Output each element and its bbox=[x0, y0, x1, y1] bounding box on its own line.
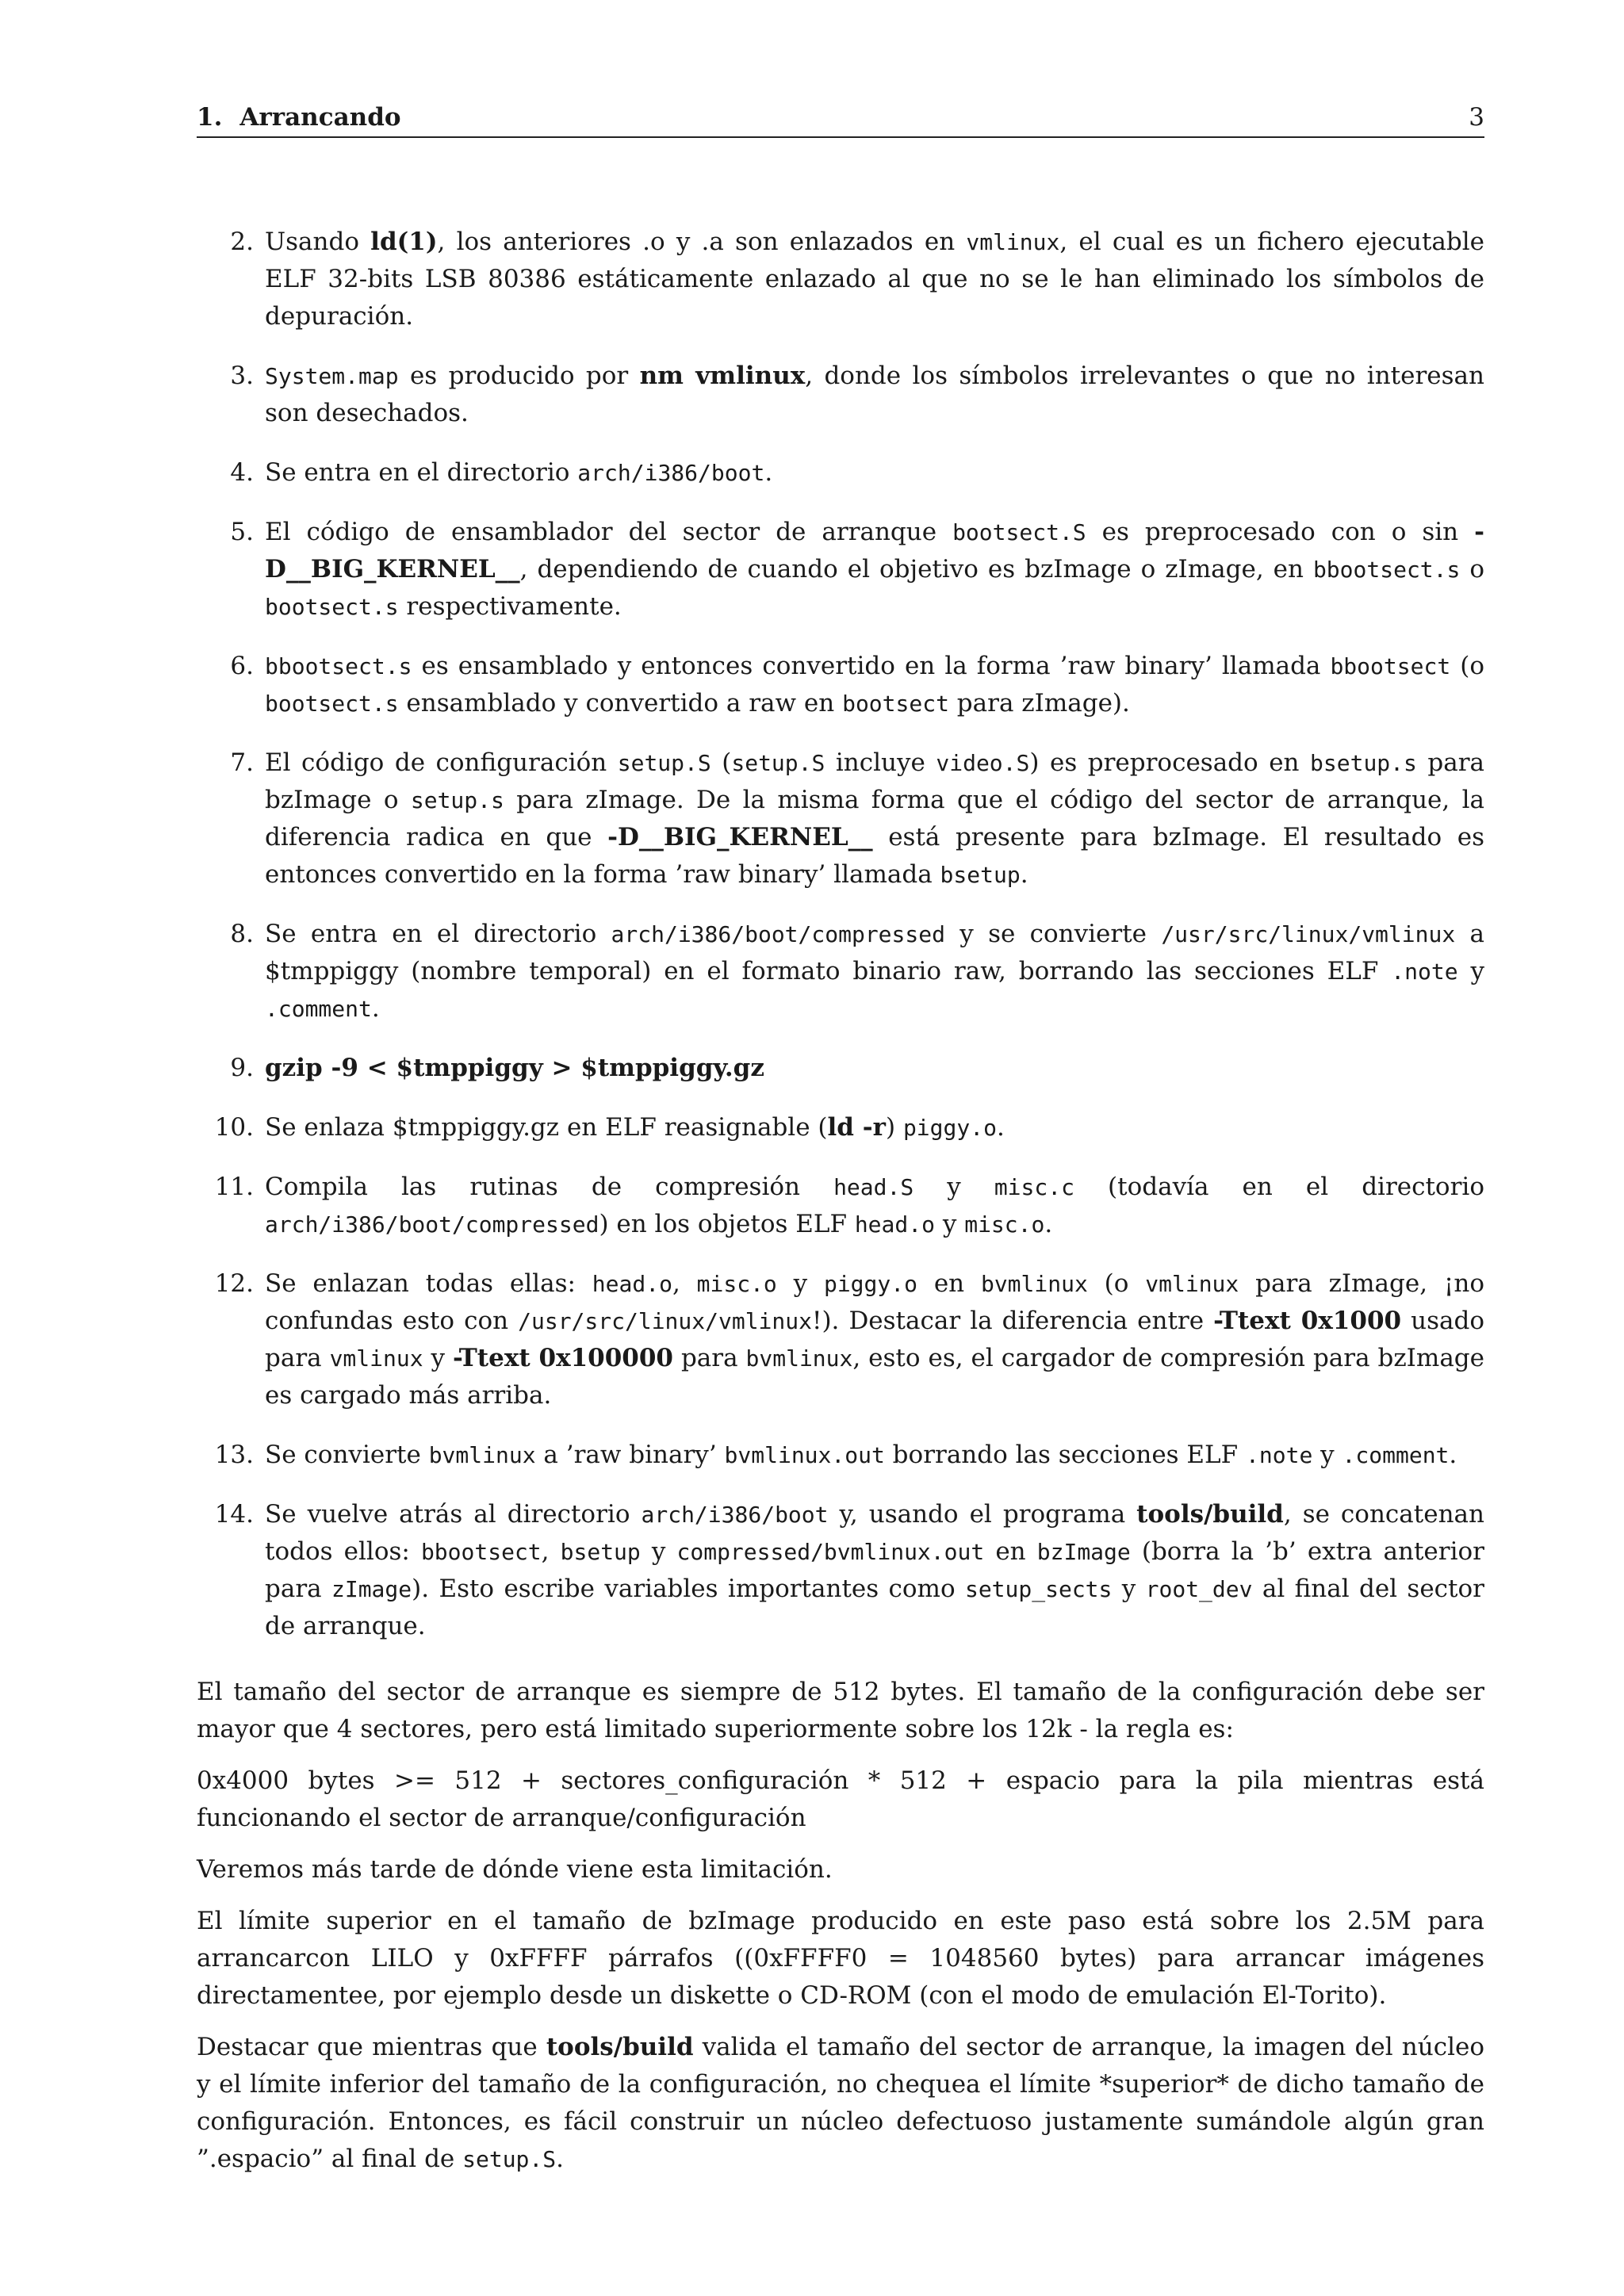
list-item-number: 10. bbox=[214, 1113, 254, 1142]
text-run: ). Esto escribe variables importantes como bbox=[412, 1575, 965, 1603]
code-term: .comment bbox=[265, 996, 372, 1022]
text-run: para zImage). bbox=[948, 689, 1130, 718]
code-term: vmlinux bbox=[1145, 1271, 1239, 1297]
paragraph bbox=[197, 2029, 1484, 2178]
text-run: , dependiendo de cuando el objetivo es bzImage o zImage, en bbox=[519, 555, 1313, 584]
code-term: arch/i386/boot bbox=[577, 460, 765, 486]
text-run: (o bbox=[1087, 1269, 1146, 1298]
page-number: 3 bbox=[1469, 103, 1484, 132]
bold-term: ld -r bbox=[827, 1113, 886, 1142]
code-term: bbootsect.s bbox=[1312, 557, 1461, 583]
text-run: (o bbox=[1450, 652, 1484, 680]
code-term: compressed/bvmlinux.out bbox=[676, 1539, 985, 1565]
code-term: bootsect.S bbox=[952, 519, 1086, 545]
text-run: es preprocesado con o sin bbox=[1086, 518, 1475, 546]
code-term: arch/i386/boot/compressed bbox=[611, 921, 945, 947]
text-run: Se entra en el directorio bbox=[265, 920, 611, 948]
list-item bbox=[197, 514, 1484, 626]
text-run: para zImage. De la misma forma que el código del sector de arranque, la diferencia radica en que bbox=[265, 786, 1484, 851]
code-term: bbootsect bbox=[1330, 653, 1451, 679]
text-run: valida el tamaño del sector de arranque, la imagen del núcleo y el límite inferior del tamaño de la configuración, no chequea el límite *superior* de dicho tamaño de configuración. Entonces, es fácil construir un núcleo defectuoso justamente sumándole algún gran ”.espacio” al final de bbox=[197, 2033, 1484, 2173]
text-run: , los anteriores .o y .a son enlazados en bbox=[437, 228, 967, 256]
code-term: bbootsect.s bbox=[265, 653, 412, 679]
text-run: y bbox=[934, 1210, 965, 1238]
text-run: y bbox=[914, 1173, 994, 1201]
text-run: . bbox=[764, 458, 773, 487]
text-run: respectivamente. bbox=[398, 592, 622, 621]
text-run: , bbox=[541, 1537, 561, 1566]
code-term: bvmlinux.out bbox=[724, 1442, 885, 1468]
text-run: Se vuelve atrás al directorio bbox=[265, 1500, 642, 1529]
code-term: head.o bbox=[592, 1271, 672, 1297]
code-term: vmlinux bbox=[329, 1345, 423, 1372]
text-run: es ensamblado y entonces convertido en la forma ’raw binary’ llamada bbox=[412, 652, 1331, 680]
text-run: para bbox=[673, 1344, 746, 1372]
text-run: y, usando el programa bbox=[828, 1500, 1137, 1529]
chapter-heading bbox=[197, 103, 401, 132]
code-term: head.o bbox=[854, 1211, 935, 1238]
document-page bbox=[197, 103, 1484, 2192]
list-item-number: 5. bbox=[230, 518, 254, 546]
code-term: arch/i386/boot/compressed bbox=[265, 1211, 599, 1238]
text-run: (borra la ’b’ extra anterior para bbox=[265, 1537, 1484, 1603]
paragraph bbox=[197, 1851, 1484, 1888]
list-item-number: 11. bbox=[214, 1173, 254, 1201]
text-run: (todavía en el directorio bbox=[1074, 1173, 1484, 1201]
text-run: , esto es, el cargador de compresión para bzImage es cargado más arriba. bbox=[265, 1344, 1484, 1410]
text-run: . bbox=[1044, 1210, 1053, 1238]
text-run: usado para bbox=[265, 1307, 1484, 1372]
text-run: !). Destacar la diferencia entre bbox=[812, 1307, 1214, 1335]
text-run: y se convierte bbox=[944, 920, 1162, 948]
code-term: bootsect bbox=[842, 691, 949, 717]
code-term: bbootsect bbox=[420, 1539, 542, 1565]
text-run: Compila las rutinas de compresión bbox=[265, 1173, 834, 1201]
text-run: Veremos más tarde de dónde viene esta limitación. bbox=[197, 1855, 833, 1884]
list-item-number: 4. bbox=[230, 458, 254, 487]
text-run: y bbox=[1457, 957, 1484, 985]
text-run: para bzImage o bbox=[265, 748, 1485, 814]
paragraph bbox=[197, 1762, 1484, 1837]
text-run: en bbox=[917, 1269, 981, 1298]
list-item bbox=[197, 1169, 1484, 1243]
text-run: Se enlazan todas ellas: bbox=[265, 1269, 592, 1298]
bold-term: -Ttext 0x1000 bbox=[1213, 1307, 1402, 1335]
text-run: ) en los objetos ELF bbox=[599, 1210, 855, 1238]
code-term: bvmlinux bbox=[745, 1345, 853, 1372]
text-run: El tamaño del sector de arranque es siempre de 512 bytes. El tamaño de la configuración debe ser mayor que 4 sectores, pero está limitado superiormente sobre los 12k - la regla es: bbox=[197, 1678, 1484, 1743]
code-term: bootsect.s bbox=[265, 691, 399, 717]
list-item-number: 7. bbox=[230, 748, 254, 777]
code-term: setup.S bbox=[462, 2146, 557, 2172]
text-run: a $tmppiggy (nombre temporal) en el formato binario raw, borrando las secciones ELF bbox=[265, 920, 1484, 985]
bold-term: gzip -9 < $tmppiggy > $tmppiggy.gz bbox=[265, 1054, 764, 1082]
list-item-number: 12. bbox=[214, 1269, 254, 1298]
code-term: bsetup.s bbox=[1310, 750, 1417, 776]
code-term: /usr/src/linux/vmlinux bbox=[1161, 921, 1456, 947]
text-run: ) es preprocesado en bbox=[1029, 748, 1311, 777]
code-term: setup_sects bbox=[964, 1576, 1113, 1602]
text-run: 0x4000 bytes >= 512 + sectores_configuración * 512 + espacio para la pila mientras está funcionando el sector de arranque/configuración bbox=[197, 1766, 1484, 1832]
code-term: .note bbox=[1246, 1442, 1313, 1468]
text-run: a ’raw binary’ bbox=[535, 1441, 725, 1469]
code-term: zImage bbox=[331, 1576, 412, 1602]
bold-term: ld(1) bbox=[370, 228, 438, 256]
code-term: piggy.o bbox=[823, 1271, 917, 1297]
text-run: , donde los símbolos irrelevantes o que no interesan son desechados. bbox=[265, 362, 1484, 427]
text-run: . bbox=[556, 2145, 564, 2173]
list-item-number: 13. bbox=[214, 1441, 254, 1469]
list-item bbox=[197, 1109, 1484, 1146]
text-run: es producido por bbox=[398, 362, 640, 390]
list-item-number: 8. bbox=[230, 920, 254, 948]
code-term: /usr/src/linux/vmlinux bbox=[518, 1308, 812, 1334]
text-run: y bbox=[1112, 1575, 1146, 1603]
body-paragraphs bbox=[197, 1674, 1484, 2178]
code-term: arch/i386/boot bbox=[641, 1502, 829, 1528]
text-run: y bbox=[640, 1537, 677, 1566]
code-term: setup.S bbox=[731, 750, 825, 776]
text-run: El código de configuración bbox=[265, 748, 618, 777]
bold-term: -Ttext 0x100000 bbox=[453, 1344, 673, 1372]
list-item bbox=[197, 358, 1484, 432]
list-item bbox=[197, 224, 1484, 335]
text-run: y bbox=[423, 1344, 453, 1372]
list-item bbox=[197, 744, 1484, 894]
code-term: bootsect.s bbox=[265, 594, 399, 620]
code-term: System.map bbox=[265, 363, 399, 389]
code-term: root_dev bbox=[1145, 1576, 1253, 1602]
code-term: setup.s bbox=[410, 787, 504, 813]
code-term: .comment bbox=[1342, 1442, 1450, 1468]
list-item-number: 2. bbox=[230, 228, 254, 256]
text-run: en bbox=[984, 1537, 1037, 1566]
text-run: o bbox=[1460, 555, 1484, 584]
chapter-title: Arrancando bbox=[239, 103, 401, 132]
code-term: bsetup bbox=[560, 1539, 641, 1565]
paragraph bbox=[197, 1674, 1484, 1748]
list-item bbox=[197, 1496, 1484, 1645]
text-run: . bbox=[1020, 860, 1028, 889]
text-run: Se convierte bbox=[265, 1441, 429, 1469]
chapter-number: 1. bbox=[197, 103, 223, 132]
build-steps-list bbox=[197, 224, 1484, 1645]
text-run: Se enlaza $tmppiggy.gz en ELF reasignable ( bbox=[265, 1113, 828, 1142]
code-term: bvmlinux bbox=[428, 1442, 536, 1468]
text-run: Usando bbox=[265, 228, 371, 256]
text-run: y bbox=[776, 1269, 824, 1298]
list-item bbox=[197, 916, 1484, 1027]
code-term: vmlinux bbox=[966, 229, 1060, 255]
text-run: , bbox=[672, 1269, 697, 1298]
text-run: Se entra en el directorio bbox=[265, 458, 578, 487]
code-term: misc.o bbox=[964, 1211, 1045, 1238]
code-term: bzImage bbox=[1036, 1539, 1131, 1565]
list-item-number: 6. bbox=[230, 652, 254, 680]
text-run: y bbox=[1312, 1441, 1342, 1469]
list-item bbox=[197, 1050, 1484, 1087]
text-run: El código de ensamblador del sector de arranque bbox=[265, 518, 953, 546]
code-term: misc.c bbox=[994, 1174, 1074, 1200]
text-run: ) bbox=[885, 1113, 903, 1142]
text-run: borrando las secciones ELF bbox=[884, 1441, 1247, 1469]
list-item bbox=[197, 454, 1484, 492]
text-run: . bbox=[371, 994, 380, 1023]
text-run: , se concatenan todos ellos: bbox=[265, 1500, 1484, 1566]
list-item bbox=[197, 1265, 1484, 1414]
code-term: piggy.o bbox=[902, 1115, 997, 1141]
bold-term: -D__BIG_KERNEL__ bbox=[265, 518, 1484, 584]
list-item-number: 3. bbox=[230, 362, 254, 390]
text-run: . bbox=[996, 1113, 1005, 1142]
list-item-number: 9. bbox=[230, 1054, 254, 1082]
bold-term: nm vmlinux bbox=[639, 362, 806, 390]
code-term: bvmlinux bbox=[980, 1271, 1088, 1297]
code-term: head.S bbox=[833, 1174, 914, 1200]
text-run: . bbox=[1449, 1441, 1457, 1469]
text-run: incluye bbox=[825, 748, 936, 777]
text-run: , el cual es un fichero ejecutable ELF 32-bits LSB 80386 estáticamente enlazado al que no se le han eliminado los símbolos de depuración. bbox=[265, 228, 1485, 331]
running-header bbox=[197, 103, 1484, 138]
list-item bbox=[197, 648, 1484, 722]
text-run: El límite superior en el tamaño de bzImage producido en este paso está sobre los 2.5M para arrancarcon LILO y 0xFFFF párrafos ((0xFFFF0 = 1048560 bytes) para arrancar imágenes directamentee, por ejemplo desde un diskette o CD-ROM (con el modo de emulación El-Torito). bbox=[197, 1907, 1484, 2010]
code-term: .note bbox=[1391, 959, 1458, 985]
text-run: está presente para bzImage. El resultado es entonces convertido en la forma ’raw binary’ llamada bbox=[265, 823, 1484, 889]
paragraph bbox=[197, 1903, 1484, 2015]
code-term: bsetup bbox=[940, 862, 1021, 888]
bold-term: -D__BIG_KERNEL__ bbox=[607, 823, 873, 851]
bold-term: tools/build bbox=[546, 2033, 694, 2061]
text-run: para zImage, ¡no confundas esto con bbox=[265, 1269, 1484, 1335]
text-run: Destacar que mientras que bbox=[197, 2033, 546, 2061]
code-term: misc.o bbox=[696, 1271, 777, 1297]
text-run: ensamblado y convertido a raw en bbox=[398, 689, 843, 718]
code-term: setup.S bbox=[617, 750, 711, 776]
text-run: ( bbox=[710, 748, 732, 777]
code-term: video.S bbox=[936, 750, 1030, 776]
bold-term: tools/build bbox=[1136, 1500, 1284, 1529]
list-item-number: 14. bbox=[214, 1500, 254, 1529]
list-item bbox=[197, 1437, 1484, 1474]
text-run: al final del sector de arranque. bbox=[265, 1575, 1484, 1640]
